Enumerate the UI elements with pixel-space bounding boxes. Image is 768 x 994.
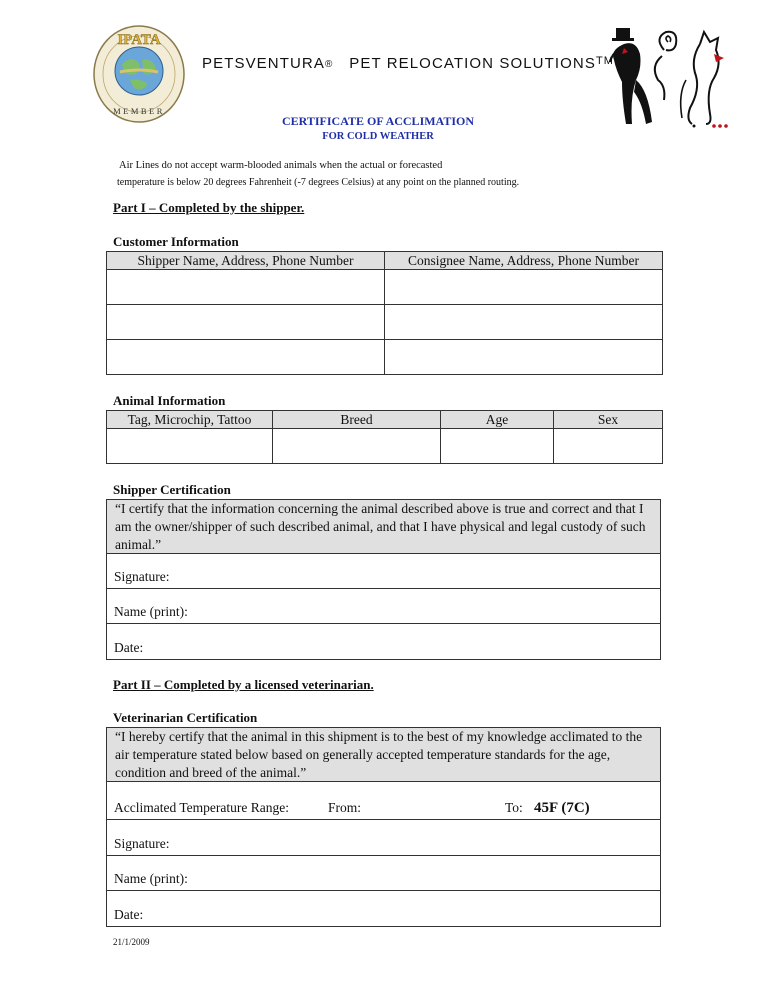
airline-notice-line2: temperature is below 20 degrees Fahrenheit (-7 degrees Celsius) at any point on the planned routing. bbox=[117, 177, 520, 188]
part2-title: Part II – Completed by a licensed veterinarian. bbox=[113, 677, 374, 692]
consignee-field[interactable] bbox=[385, 270, 663, 305]
temperature-range-label: Acclimated Temperature Range: bbox=[114, 800, 289, 815]
column-header-age: Age bbox=[441, 411, 554, 429]
certificate-title: CERTIFICATE OF ACCLIMATION bbox=[281, 114, 475, 128]
shipper-name-field[interactable] bbox=[107, 589, 660, 624]
column-header-tag: Tag, Microchip, Tattoo bbox=[107, 411, 273, 429]
shipper-field[interactable] bbox=[107, 340, 385, 375]
brand-tagline: PET RELOCATION SOLUTIONS bbox=[349, 55, 596, 72]
age-field[interactable] bbox=[441, 429, 554, 464]
column-header-sex: Sex bbox=[554, 411, 663, 429]
sex-field[interactable] bbox=[554, 429, 663, 464]
vet-cert-box bbox=[106, 727, 661, 927]
shipper-signature-label: Signature: bbox=[114, 569, 170, 584]
logo-member-text: MEMBER bbox=[113, 106, 165, 116]
shipper-signature-field[interactable] bbox=[107, 554, 660, 589]
shipper-cert-heading: Shipper Certification bbox=[113, 482, 231, 497]
brand-name: PETSVENTURA bbox=[202, 55, 325, 72]
shipper-date-field[interactable] bbox=[107, 624, 660, 659]
column-header-consignee: Consignee Name, Address, Phone Number bbox=[385, 252, 663, 270]
from-label: From: bbox=[328, 800, 362, 815]
consignee-field[interactable] bbox=[385, 305, 663, 340]
revision-date: 21/1/2009 bbox=[113, 937, 150, 947]
ipata-logo bbox=[92, 24, 186, 124]
vet-cert-heading: Veterinarian Certification bbox=[113, 710, 258, 725]
to-temperature-value: 45F (7C) bbox=[534, 800, 590, 816]
to-label: To: bbox=[505, 800, 523, 815]
vet-name-field[interactable] bbox=[107, 856, 660, 891]
shipper-cert-box bbox=[106, 499, 661, 660]
temperature-range-row[interactable] bbox=[107, 782, 660, 820]
certificate-subtitle: FOR COLD WEATHER bbox=[322, 131, 434, 142]
shipper-field[interactable] bbox=[107, 305, 385, 340]
shipper-date-label: Date: bbox=[114, 640, 144, 655]
brand-registered-mark: ® bbox=[324, 59, 334, 70]
column-header-breed: Breed bbox=[273, 411, 441, 429]
vet-date-label: Date: bbox=[114, 907, 144, 922]
vet-date-field[interactable] bbox=[107, 891, 660, 926]
animal-info-heading: Animal Information bbox=[113, 393, 226, 408]
animal-info-table bbox=[106, 410, 663, 464]
tag-field[interactable] bbox=[107, 429, 273, 464]
part1-title: Part I – Completed by the shipper. bbox=[113, 200, 305, 215]
breed-field[interactable] bbox=[273, 429, 441, 464]
vet-signature-field[interactable] bbox=[107, 820, 660, 856]
vet-cert-statement: “I hereby certify that the animal in this shipment is to the best of my knowledge acclimated to the air temperature stated below based on generally accepted temperature standards for the age, condition and breed of the animal.” bbox=[107, 728, 660, 782]
customer-info-heading: Customer Information bbox=[113, 234, 239, 249]
shipper-field[interactable] bbox=[107, 270, 385, 305]
logo-ipata-text: IPATA bbox=[117, 32, 161, 48]
column-header-shipper: Shipper Name, Address, Phone Number bbox=[107, 252, 385, 270]
shipper-name-label: Name (print): bbox=[114, 604, 188, 619]
vet-signature-label: Signature: bbox=[114, 836, 170, 851]
shipper-cert-statement: “I certify that the information concerning the animal described above is true and correct and that I am the owner/shipper of such described animal, and that I have physical and legal custody of such animal.” bbox=[107, 500, 660, 554]
brand-trademark: TM bbox=[595, 55, 615, 67]
consignee-field[interactable] bbox=[385, 340, 663, 375]
brand-line bbox=[202, 55, 614, 72]
vet-name-label: Name (print): bbox=[114, 871, 188, 886]
customer-info-table bbox=[106, 251, 663, 375]
airline-notice-line1: Air Lines do not accept warm-blooded animals when the actual or forecasted bbox=[119, 160, 443, 171]
